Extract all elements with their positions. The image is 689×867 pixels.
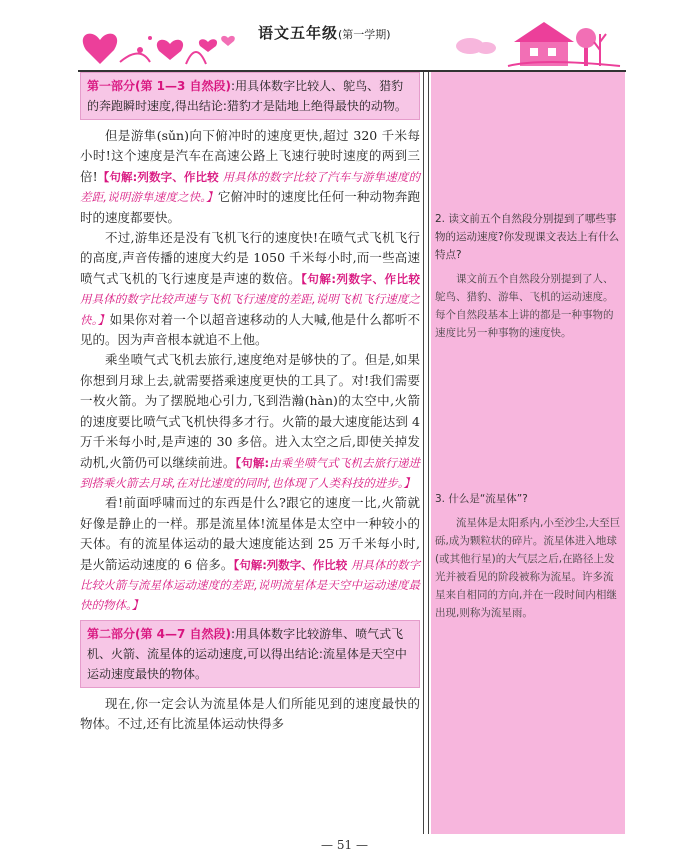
main-text-column	[80, 72, 420, 735]
paragraph	[80, 350, 420, 493]
paragraph	[80, 493, 420, 615]
annotation: 【句解:列数字、作比较 用具体的数字比较火箭与流星体运动速度的差距,说明流星体是天空中运动速度最快的物体。】	[80, 557, 421, 613]
paragraph-text: 不过,游隼还是没有飞机飞行的速度快!在喷气式飞机飞行的高度,声音传播的速度大约是 1050 千米每小时,而一些高速喷气式飞机的飞行速度是声速的数倍。	[80, 230, 420, 286]
paragraph-text: 它俯冲时的速度比任何一种动物奔跑时的速度都要快。	[80, 189, 420, 225]
annotation: 【句解:列数字、作比较 用具体的数字比较声速与飞机飞行速度的差距,说明飞机飞行速度之快。】	[80, 271, 420, 327]
column-divider	[423, 72, 424, 834]
part2-label: 第二部分(第 4—7 自然段)	[87, 626, 232, 641]
right-house-decoration-icon	[456, 22, 620, 66]
summary-box-part1	[80, 72, 420, 120]
paragraph-text: 但是游隼(sǔn)向下俯冲时的速度更快,超过 320 千米每小时!这个速度是汽车在高速公路上飞速行驶时速度的两到三倍!	[80, 128, 420, 184]
part2-summary: :用具体数字比较游隼、喷气式飞机、火箭、流星体的运动速度,可以得出结论:流星体是天空中运动速度最快的物体。	[87, 626, 407, 681]
paragraph-text: 看!前面呼啸而过的东西是什么?跟它的速度一比,火箭就好像是静止的一样。那是流星体!流星体是太空中一种较小的天体。有的流星体运动的最大速度能达到 25 万千米每小时,是火箭运动速度的 6 倍多。	[80, 495, 420, 572]
column-divider	[428, 72, 429, 834]
paragraph	[80, 694, 420, 735]
paragraph-text: 现在,你一定会认为流星体是人们所能见到的速度最快的物体。不过,还有比流星体运动快得多	[80, 695, 420, 732]
paragraph	[80, 228, 420, 350]
question-2: 2. 读文前五个自然段分别提到了哪些事物的运动速度?你发现课文表达上有什么特点?	[435, 213, 620, 261]
page-header	[0, 0, 689, 70]
annotation: 【句解:由乘坐喷气式飞机去旅行递进到搭乘火箭去月球,在对比速度的同时,也体现了人类科技的进步。】	[80, 455, 420, 490]
answer-3: 流星体是太阳系内,小至沙尘,大至巨砾,成为颗粒状的碎片。流星体进入地球(或其他行星)的大气层之后,在路径上发光并被看见的阶段被称为流星。许多流星来自相同的方向,并在一段时间内相继出现,则称为流星雨。	[435, 517, 621, 619]
book-title: 语文五年级(第一学期)	[258, 24, 391, 42]
left-heart-decoration-icon	[83, 34, 235, 64]
part1-label: 第一部分(第 1—3 自然段)	[87, 79, 232, 93]
page-number: — 51 —	[321, 838, 368, 852]
annotation: 【句解:列数字、作比较 用具体的数字比较了汽车与游隼速度的差距,说明游隼速度之快。】	[80, 169, 421, 205]
answer-2: 课文前五个自然段分别提到了人、鸵鸟、猎豹、游隼、飞机的运动速度。每个自然段基本上讲的都是一种事物的速度比另一种事物的速度快。	[435, 273, 614, 339]
paragraph-text: 如果你对着一个以超音速移动的人大喊,他是什么都听不见的。因为声音根本就追不上他。	[80, 311, 420, 348]
paragraph-text: 乘坐喷气式飞机去旅行,速度绝对是够快的了。但是,如果你想到月球上去,就需要搭乘速度更快的工具了。对!我们需要一枚火箭。为了摆脱地心引力,飞到浩瀚(hàn)的太空中,火箭的速度要比喷气式飞机快得多才行。火箭的最大速度能达到 4 万千米每小时,是声速的 30 多倍。进入太空之后,即使关掉发动机,火箭仍可以继续前进。	[80, 352, 420, 470]
side-notes-column	[431, 72, 625, 834]
question-3: 3. 什么是“流星体”?	[435, 493, 528, 505]
summary-box-part2	[80, 620, 420, 688]
part1-summary: :用具体数字比较人、鸵鸟、猎豹的奔跑瞬时速度,得出结论:猎豹才是陆地上绝得最快的动物。	[87, 79, 407, 113]
paragraph	[80, 126, 420, 228]
